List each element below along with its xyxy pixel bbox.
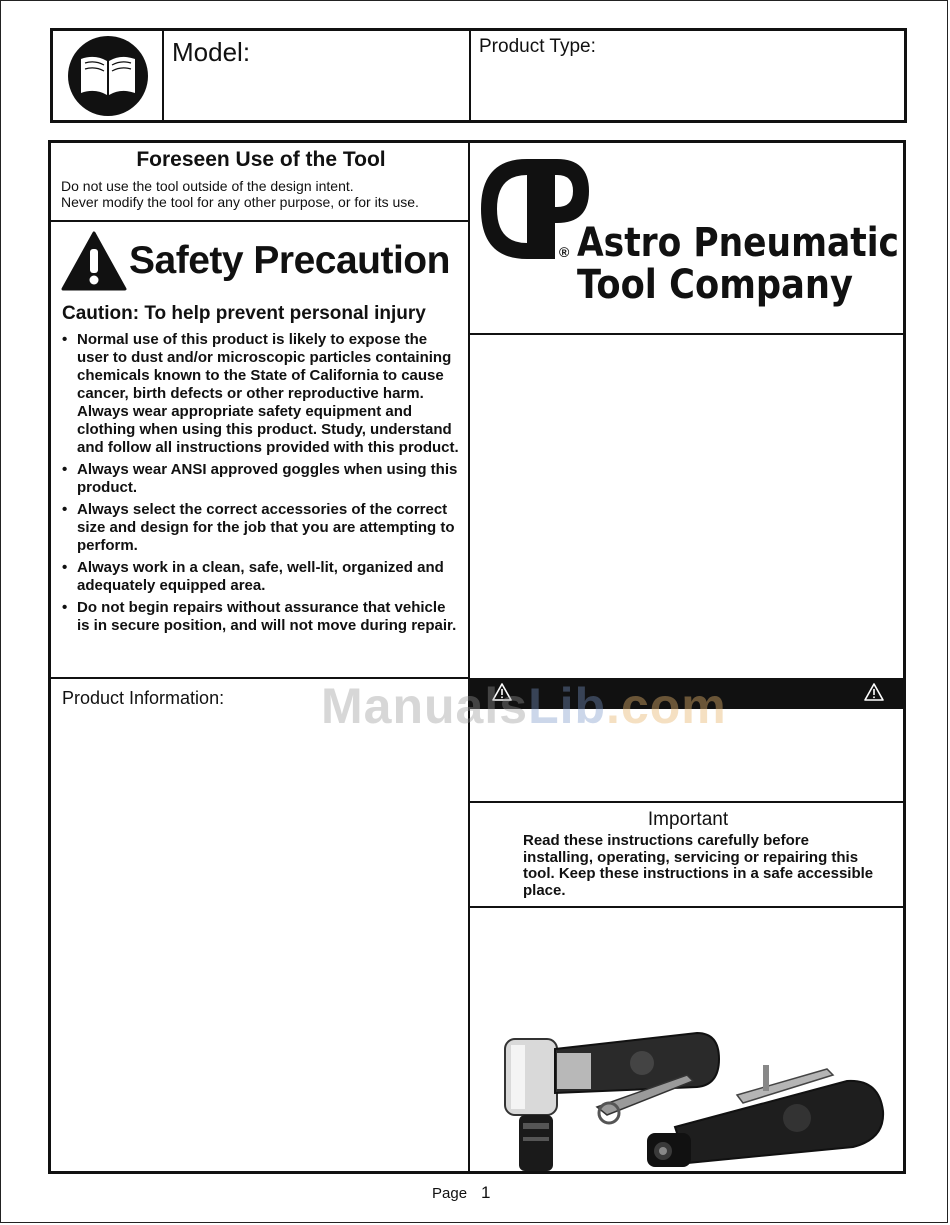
warning-triangle-icon: [61, 231, 127, 291]
divider-warning: [469, 801, 906, 803]
manual-book-icon: [67, 35, 149, 117]
page-number: 1: [481, 1183, 491, 1202]
divider-foreseen: [51, 220, 469, 222]
logo-line-1: Astro Pneumatic: [577, 220, 899, 266]
registered-mark: ®: [559, 244, 570, 260]
product-type-label: Product Type:: [479, 36, 596, 57]
divider-important: [469, 906, 906, 908]
list-item: • Always select the correct accessories of the correct size and design for the job that you are attempting to perform.: [62, 501, 455, 554]
product-information-label: Product Information:: [62, 688, 225, 708]
safety-title: Safety Precaution: [129, 239, 450, 282]
product-type-cell: [471, 31, 904, 120]
foreseen-use-section: [61, 148, 461, 210]
page-footer: [432, 1183, 491, 1203]
main-content-box: [48, 140, 906, 1174]
logo-line-2: Tool Company: [577, 262, 853, 308]
list-item: • Do not begin repairs without assurance that vehicle is in secure position, and will not move during repair.: [62, 599, 457, 634]
caution-heading: Caution: To help prevent personal injury: [62, 303, 426, 324]
page-label: Page: [432, 1185, 468, 1202]
list-item: • Always wear ANSI approved goggles when using this product.: [62, 461, 458, 496]
column-divider: [468, 143, 470, 1171]
list-item: • Normal use of this product is likely to expose the user to dust and/or microscopic particles containing chemicals known to the State of California to cause cancer, birth defects or other reproductive harm. Always wear appropriate safety equipment and clothing when using this product. Study, understand and follow all instructions provided with this product.: [62, 331, 459, 456]
header-table: [50, 28, 907, 123]
watermark: ManualsLib.com: [321, 678, 727, 734]
important-section: [470, 809, 906, 899]
model-label: Model:: [172, 37, 251, 67]
list-item: • Always work in a clean, safe, well-lit, organized and adequately equipped area.: [62, 559, 444, 594]
important-text: Read these instructions carefully before installing, operating, servicing or repairing this tool. Keep these instructions in a safe accessible place.: [523, 832, 874, 899]
model-cell: [164, 31, 471, 120]
foreseen-use-title: Foreseen Use of the Tool: [136, 148, 386, 171]
foreseen-use-line-1: Do not use the tool outside of the design intent.: [61, 178, 354, 194]
foreseen-use-line-2: Never modify the tool for any other purpose, or for its use.: [61, 194, 419, 210]
warning-small-icon-right: [864, 683, 884, 701]
astro-pneumatic-logo: [477, 149, 905, 329]
important-title: Important: [647, 809, 729, 830]
safety-heading: [61, 231, 450, 291]
divider-logo: [469, 333, 904, 335]
manual-cell: [53, 31, 164, 120]
safety-bullet-list: [62, 331, 462, 639]
die-grinder-tools-illustration: [497, 1023, 887, 1178]
